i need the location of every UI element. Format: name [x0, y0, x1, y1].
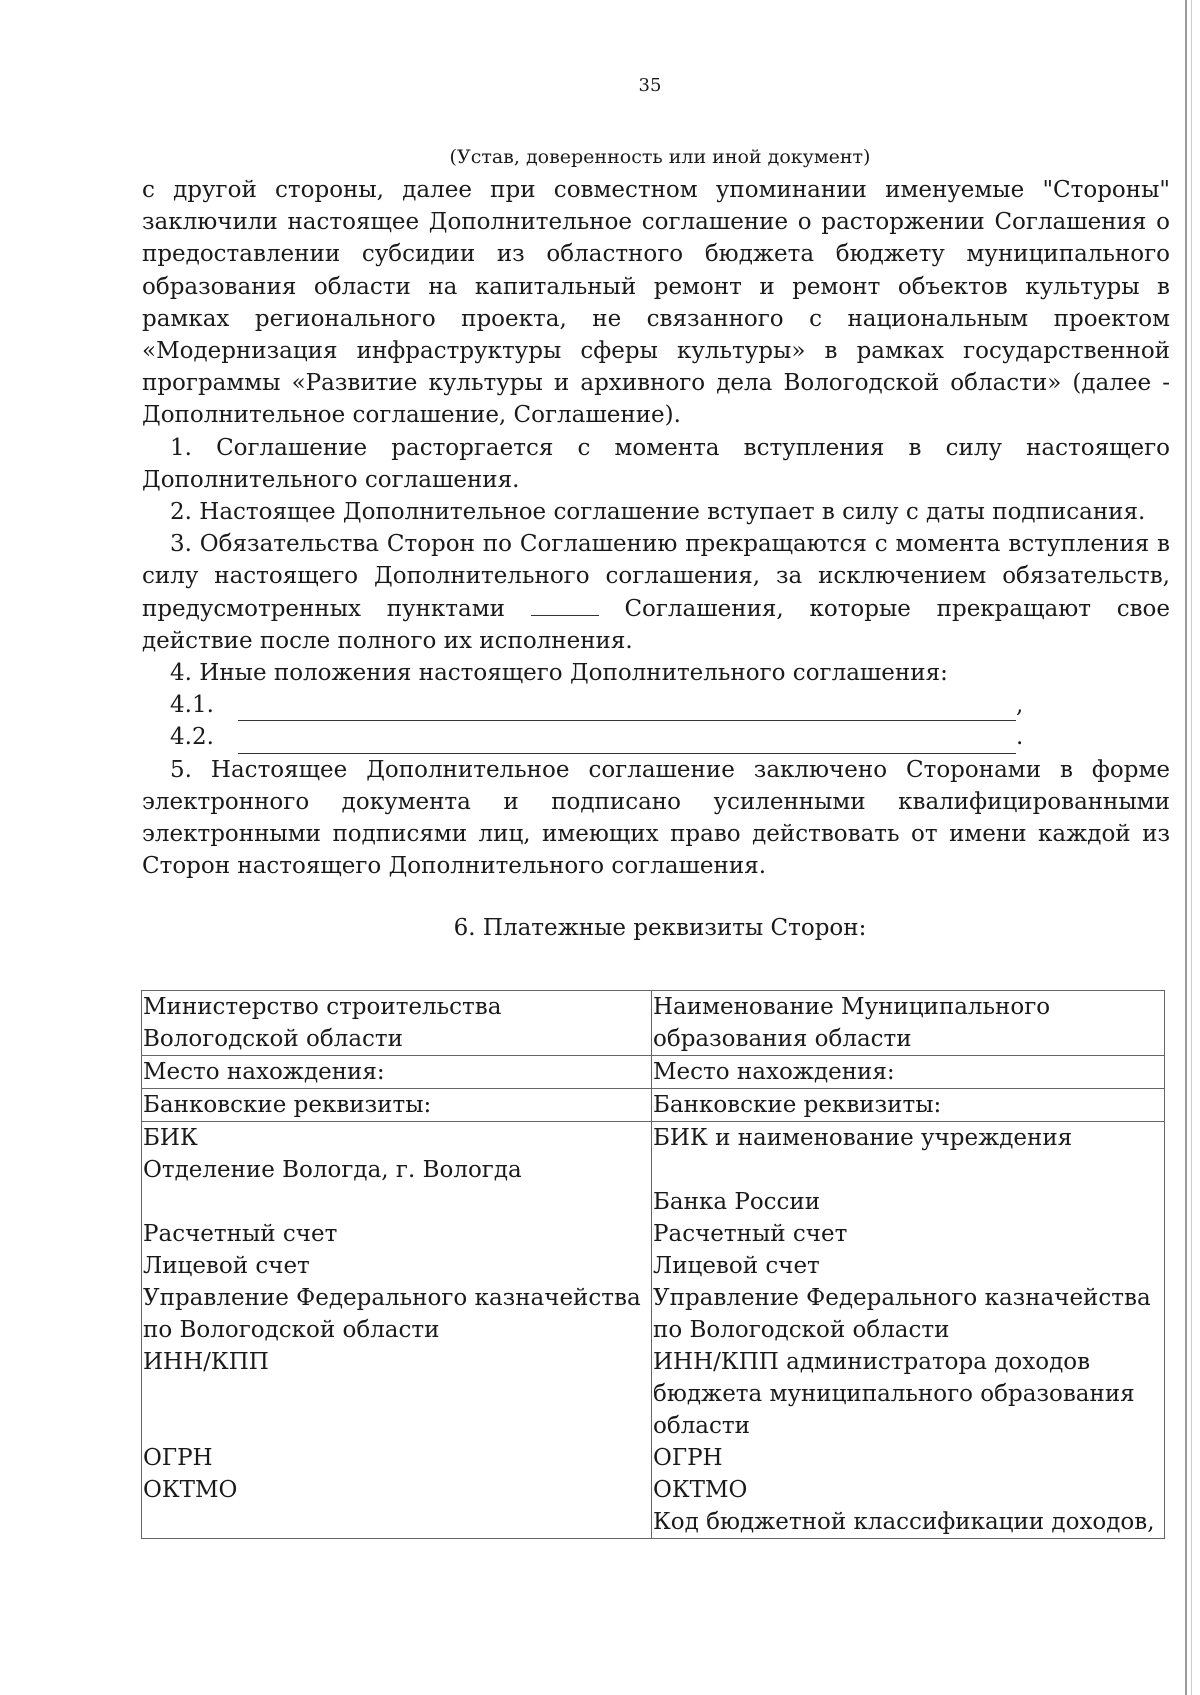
- right-party-name: [652, 991, 1165, 1056]
- left-party-name: [142, 991, 652, 1056]
- document-caption: (Устав, доверенность или иной документ): [449, 146, 871, 168]
- right-bank-russia: Банка России: [653, 1189, 821, 1215]
- left-spacer: [143, 1378, 651, 1410]
- right-oktmo: ОКТМО: [653, 1477, 748, 1503]
- left-location: Место нахождения:: [142, 1056, 652, 1089]
- right-ogrn: ОГРН: [653, 1445, 723, 1471]
- right-bik: БИК и наименование учреждения: [653, 1125, 1073, 1151]
- right-treasury-1: Управление Федерального казначейства: [653, 1285, 1151, 1311]
- left-name-line-2: Вологодской области: [143, 1026, 403, 1052]
- clause-4-2-end: .: [1016, 724, 1024, 751]
- right-bank-details: Банковские реквизиты:: [652, 1089, 1165, 1122]
- right-name-line-1: Наименование Муниципального: [653, 994, 1051, 1020]
- clause-1: 1. Соглашение расторгается с момента вступления в силу настоящего Дополнительного соглашения.: [142, 434, 1170, 493]
- table-row: [142, 1056, 1165, 1089]
- right-inn-kpp-3: области: [653, 1413, 750, 1439]
- clause-4-2: [142, 721, 1170, 753]
- right-treasury-2: по Вологодской области: [653, 1317, 950, 1343]
- left-treasury-1: Управление Федерального казначейства: [143, 1285, 641, 1311]
- left-oktmo: ОКТМО: [143, 1477, 238, 1503]
- table-row: [142, 991, 1165, 1056]
- clause-4-1: [142, 689, 1170, 721]
- clause-3-blank: [531, 597, 599, 616]
- right-settlement-account: Расчетный счет: [653, 1221, 848, 1247]
- clause-2: 2. Настоящее Дополнительное соглашение вступает в силу с даты подписания.: [170, 499, 1146, 526]
- left-inn-kpp: ИНН/КПП: [143, 1349, 269, 1375]
- right-requisites: [652, 1122, 1165, 1539]
- page-number: 35: [638, 75, 662, 96]
- left-spacer: [143, 1506, 651, 1538]
- left-personal-account: Лицевой счет: [143, 1253, 310, 1279]
- left-spacer: [143, 1410, 651, 1442]
- left-bik: БИК: [143, 1125, 198, 1151]
- table-row: [142, 1122, 1165, 1539]
- left-requisites: [142, 1122, 652, 1539]
- clause-5: 5. Настоящее Дополнительное соглашение заключено Сторонами в форме электронного документа и подписано усиленными квалифицированными электронными подписями лиц, имеющих право действовать от имени каждой из Сторон настоящего Дополнительного соглашения.: [142, 756, 1170, 880]
- payment-details-table: [141, 990, 1165, 1539]
- right-inn-kpp-2: бюджета муниципального образования: [653, 1381, 1135, 1407]
- left-bank-details: Банковские реквизиты:: [142, 1089, 652, 1122]
- page-edge: [1185, 0, 1187, 1695]
- table-row: [142, 1089, 1165, 1122]
- clause-4-1-end: ,: [1016, 692, 1024, 719]
- left-spacer: [143, 1186, 651, 1218]
- right-personal-account: Лицевой счет: [653, 1253, 820, 1279]
- left-treasury-2: по Вологодской области: [143, 1317, 440, 1343]
- clause-4: 4. Иные положения настоящего Дополнительного соглашения:: [170, 660, 948, 687]
- right-kbk: Код бюджетной классификации доходов,: [653, 1509, 1155, 1535]
- intro-paragraph: с другой стороны, далее при совместном упоминании именуемые "Стороны" заключили настоящее Дополнительное соглашение о расторжении Соглашения о предоставлении субсидии из областного бюджета бюджету муниципального образования области на капитальный ремонт и ремонт объектов культуры в рамках регионального проекта, не связанного с национальным проектом «Модернизация инфраструктуры сферы культуры» в рамках государственной программы «Развитие культуры и архивного дела Вологодской области» (далее - Дополнительное соглашение, Соглашение).: [142, 177, 1170, 429]
- clause-4-2-blank: [238, 731, 1016, 754]
- clause-3: [142, 528, 1170, 657]
- section-title: 6. Платежные реквизиты Сторон:: [453, 915, 867, 941]
- right-spacer: [653, 1154, 1164, 1186]
- right-name-line-2: образования области: [653, 1026, 912, 1052]
- document-body: [142, 174, 1170, 882]
- clause-4-2-number: 4.2.: [170, 724, 214, 751]
- right-inn-kpp-1: ИНН/КПП администратора доходов: [653, 1349, 1091, 1375]
- left-ogrn: ОГРН: [143, 1445, 213, 1471]
- left-settlement-account: Расчетный счет: [143, 1221, 338, 1247]
- clause-4-1-blank: [238, 698, 1016, 721]
- right-location: Место нахождения:: [652, 1056, 1165, 1089]
- clause-3-text-b: Соглашения, которые прекращают свое действие после полного их исполнения.: [142, 595, 1170, 654]
- clause-3-text-a: 3. Обязательства Сторон по Соглашению прекращаются с момента вступления в силу настоящего Дополнительного соглашения, за исключением обязательств, предусмотренных пунктами: [142, 531, 1170, 622]
- left-branch: Отделение Вологда, г. Вологда: [143, 1157, 522, 1183]
- page-edge-shadow: [1191, 0, 1192, 1695]
- left-name-line-1: Министерство строительства: [143, 994, 502, 1020]
- clause-4-1-number: 4.1.: [170, 692, 214, 719]
